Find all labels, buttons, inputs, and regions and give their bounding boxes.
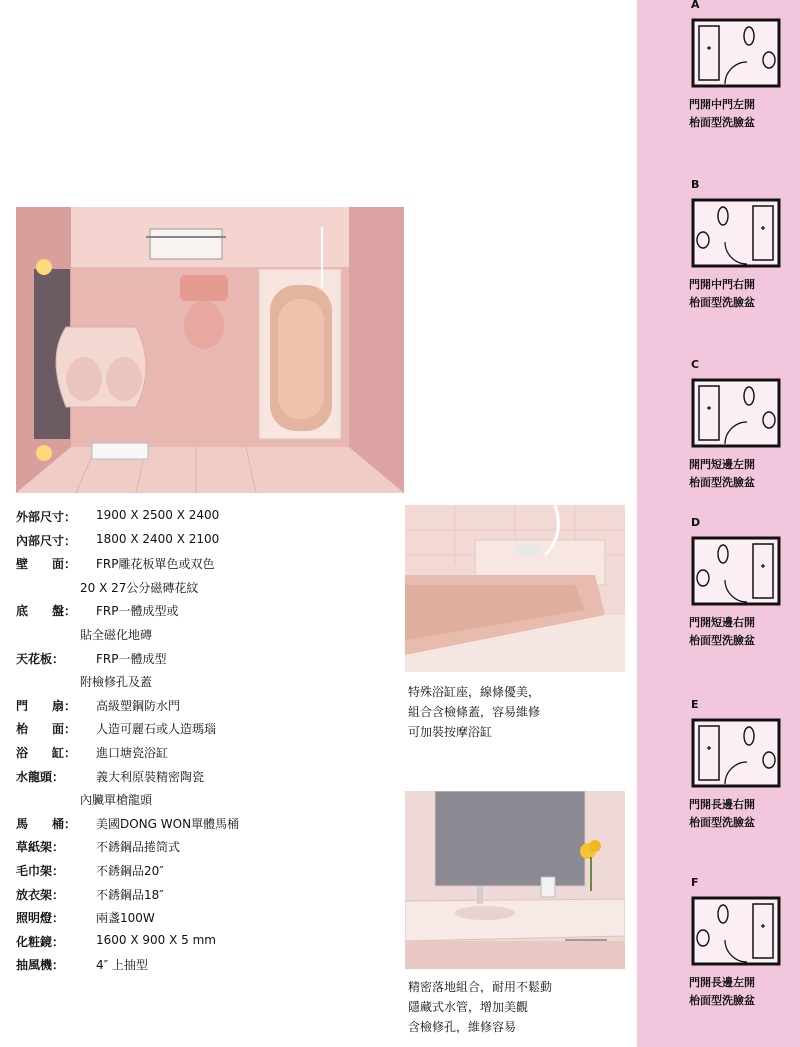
bathtub-caption (408, 682, 540, 742)
spec-row (16, 909, 396, 933)
spec-label: 壁 面： (16, 557, 77, 572)
spec-row (16, 815, 396, 839)
spec-value: 內臟單槍龍頭 (80, 793, 153, 808)
spec-list (16, 508, 396, 980)
plan-basin-caption: 枱面型洗臉盆 (689, 816, 755, 829)
floor-plan-f (677, 878, 797, 1018)
spec-label: 底 盤： (16, 604, 77, 619)
plan-letter: A (691, 0, 700, 11)
plan-door-caption: 門開中門右開 (689, 278, 755, 291)
plan-basin-caption: 枱面型洗臉盆 (689, 476, 755, 489)
spec-value: 附檢修孔及蓋 (80, 675, 153, 690)
spec-label: 草紙架： (16, 840, 65, 855)
spec-row (16, 886, 396, 910)
spec-value: 不銹鋼品18″ (96, 887, 164, 902)
spec-value: 高級塑鋼防水門 (96, 698, 181, 713)
spec-value: 1900 X 2500 X 2400 (96, 508, 220, 522)
caption-line: 可加裝按摩浴缸 (408, 725, 493, 739)
spec-value: 1600 X 900 X 5 mm (96, 932, 216, 947)
spec-value: 義大利原裝精密陶瓷 (96, 769, 205, 784)
spec-row (16, 673, 396, 697)
spec-row (16, 956, 396, 980)
spec-value: FRP一體成型 (96, 651, 167, 666)
caption-line: 含檢修孔，維修容易 (408, 1020, 517, 1034)
spec-label: 放衣架： (16, 887, 65, 902)
spec-value: 美國DONG WON單體馬桶 (96, 816, 240, 831)
spec-row (16, 579, 396, 603)
spec-value: 1800 X 2400 X 2100 (96, 531, 220, 546)
floor-plan-a (677, 0, 797, 140)
spec-row (16, 532, 396, 556)
plan-letter: D (691, 516, 701, 529)
spec-label: 馬 桶： (16, 816, 77, 831)
spec-label: 枱 面： (16, 722, 77, 737)
spec-label: 門 扇： (16, 698, 77, 713)
caption-line: 特殊浴缸座，線條優美， (408, 685, 541, 699)
spec-row (16, 862, 396, 886)
spec-label: 化粧鏡： (16, 934, 65, 949)
spec-row (16, 768, 396, 792)
bathtub-photo (405, 505, 625, 672)
spec-row (16, 555, 396, 579)
spec-row (16, 838, 396, 862)
floor-plan-diagram (691, 896, 781, 966)
spec-label: 水龍頭： (16, 769, 65, 784)
plan-basin-caption: 枱面型洗臉盆 (689, 116, 755, 129)
plan-door-caption: 門開中門左開 (689, 98, 755, 111)
floor-plan-diagram (691, 18, 781, 88)
spec-row (16, 744, 396, 768)
spec-row (16, 508, 396, 532)
spec-value: 貼全磁化地磚 (80, 627, 153, 642)
spec-value: 進口塘瓷浴缸 (96, 745, 169, 760)
caption-line: 隱藏式水管，增加美觀 (408, 1000, 529, 1014)
spec-value: 不銹鋼品20″ (96, 863, 164, 878)
spec-value: FRP一體成型或 (96, 604, 179, 619)
floor-plan-diagram (691, 718, 781, 788)
spec-row (16, 602, 396, 626)
floor-plan-c (677, 360, 797, 500)
spec-value: 兩盞100W (96, 911, 155, 926)
spec-value: FRP雕花板單色或双色 (96, 557, 215, 572)
vanity-caption (408, 977, 552, 1037)
spec-value: 4″ 上抽型 (96, 958, 148, 973)
floor-plan-diagram (691, 536, 781, 606)
plan-letter: F (691, 876, 699, 889)
spec-row (16, 650, 396, 674)
floor-plan-diagram (691, 378, 781, 448)
spec-label: 浴 缸： (16, 745, 77, 760)
plan-door-caption: 門開短邊右開 (689, 616, 755, 629)
plan-basin-caption: 枱面型洗臉盆 (689, 634, 755, 647)
spec-label: 天花板： (16, 651, 65, 666)
floor-plan-diagram (691, 198, 781, 268)
spec-row (16, 697, 396, 721)
plan-basin-caption: 枱面型洗臉盆 (689, 994, 755, 1007)
spec-value: 20 X 27公分磁磚花紋 (80, 580, 199, 595)
spec-label: 抽風機： (16, 958, 65, 973)
spec-value: 不銹鋼品捲筒式 (96, 840, 181, 855)
spec-label: 毛巾架： (16, 863, 65, 878)
plan-basin-caption: 枱面型洗臉盆 (689, 296, 755, 309)
plan-letter: B (691, 178, 700, 191)
bathroom-overview-photo (16, 207, 404, 493)
plan-letter: C (691, 358, 700, 371)
spec-label: 照明燈： (16, 911, 65, 926)
caption-line: 組合含檢條蓋，容易維修 (408, 705, 541, 719)
plan-door-caption: 門開長邊左開 (689, 976, 755, 989)
floor-plan-strip (637, 0, 800, 1047)
spec-row (16, 791, 396, 815)
spec-row (16, 626, 396, 650)
caption-line: 精密落地組合，耐用不鬆動 (408, 980, 553, 994)
spec-value: 人造可麗石或人造瑪瑙 (96, 722, 217, 737)
spec-label: 外部尺寸： (16, 510, 77, 524)
spec-row (16, 720, 396, 744)
plan-door-caption: 門開長邊右開 (689, 798, 755, 811)
vanity-photo (405, 791, 625, 969)
floor-plan-e (677, 700, 797, 840)
spec-label: 內部尺寸： (16, 533, 77, 548)
floor-plan-b (677, 180, 797, 320)
plan-door-caption: 開門短邊左開 (689, 458, 755, 471)
floor-plan-d (677, 518, 797, 658)
plan-letter: E (691, 698, 699, 711)
spec-row (16, 933, 396, 957)
